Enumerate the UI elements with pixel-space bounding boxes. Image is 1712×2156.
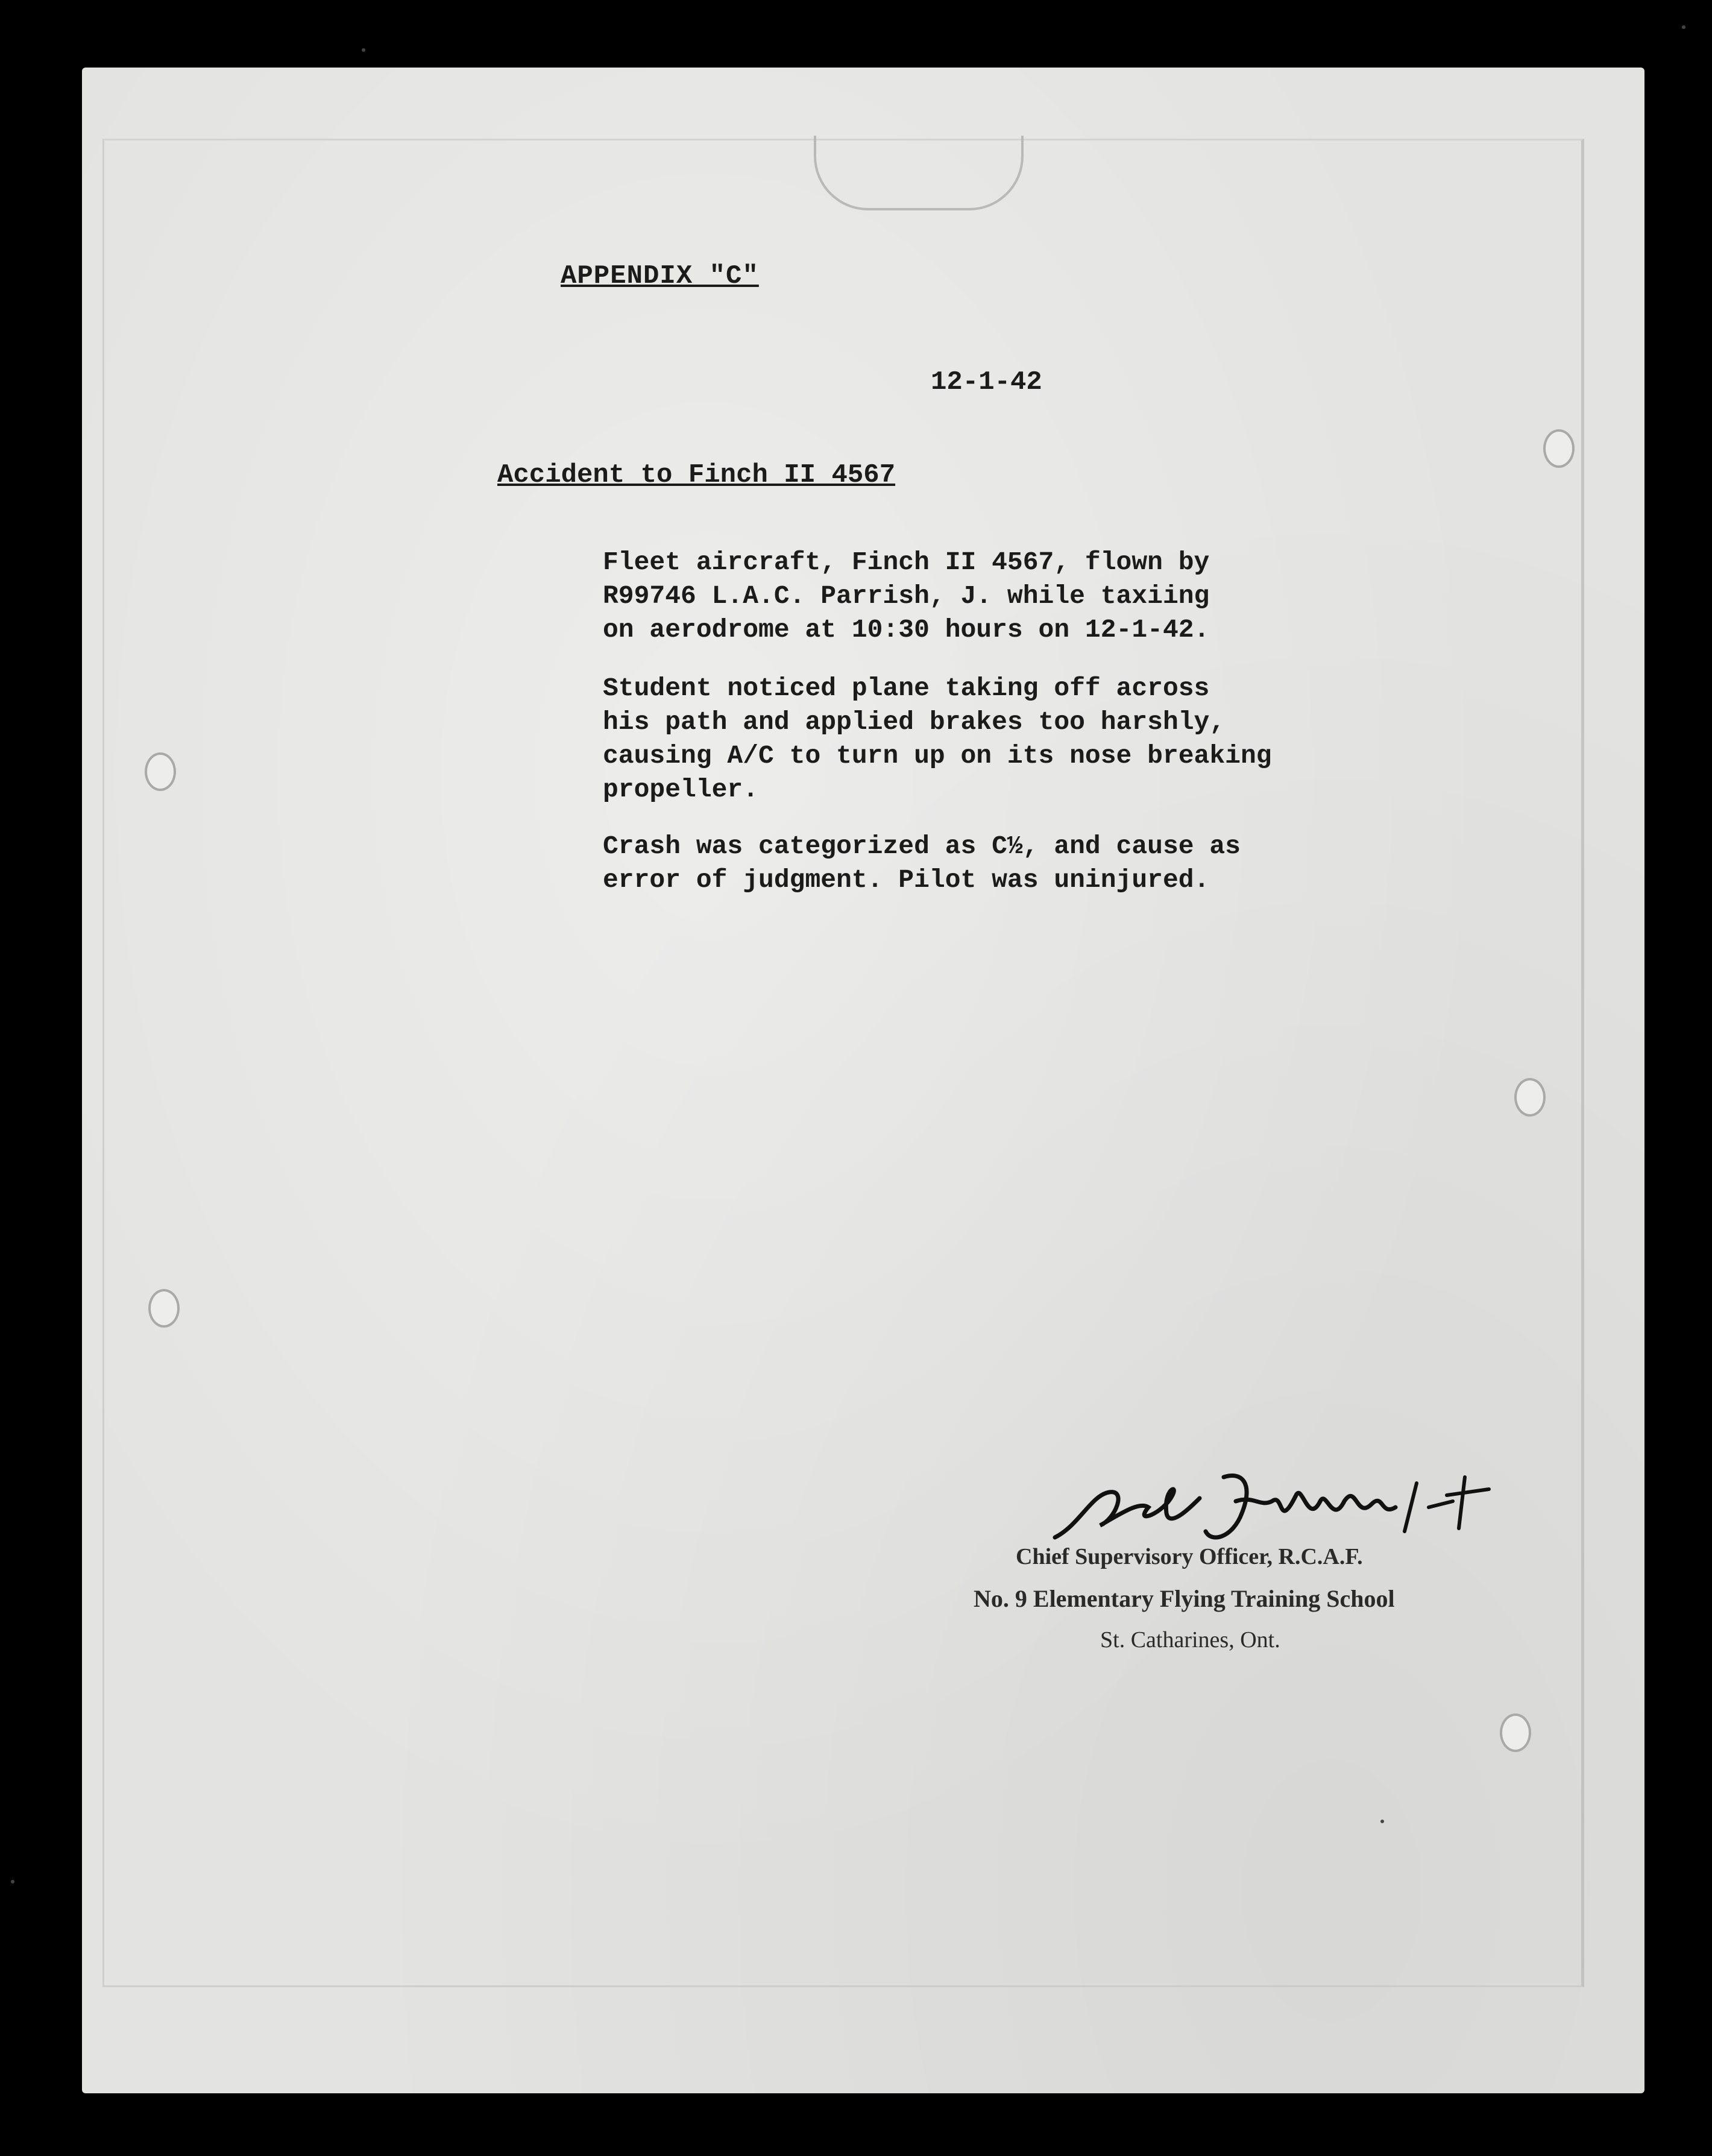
punch-hole — [148, 1289, 180, 1328]
paragraph-line: his path and applied brakes too harshly, — [603, 707, 1226, 737]
subject-line: Accident to Finch II 4567 — [497, 460, 896, 490]
stamp-location: St. Catharines, Ont. — [1100, 1627, 1280, 1653]
document-date: 12-1-42 — [931, 367, 1042, 397]
folder-tab-notch — [814, 136, 1024, 210]
paragraph-line: Fleet aircraft, Finch II 4567, flown by — [603, 547, 1210, 577]
paragraph-line: Crash was categorized as C½, and cause as — [603, 831, 1241, 861]
stamp-officer-title: Chief Supervisory Officer, R.C.A.F. — [1016, 1544, 1363, 1569]
punch-hole — [1500, 1713, 1531, 1752]
dust-speck — [1682, 25, 1685, 29]
paragraph-line: error of judgment. Pilot was uninjured. — [603, 865, 1210, 895]
paragraph-description — [603, 672, 1272, 807]
dust-speck — [1380, 1820, 1384, 1823]
appendix-heading: APPENDIX "C" — [561, 261, 759, 291]
paragraph-incident — [603, 546, 1209, 647]
paragraph-line: R99746 L.A.C. Parrish, J. while taxiing — [603, 581, 1210, 611]
handwritten-signature — [1043, 1459, 1549, 1556]
paragraph-findings — [603, 830, 1241, 897]
punch-hole — [1543, 429, 1575, 468]
dust-speck — [11, 1880, 14, 1883]
folder-outline — [102, 139, 1584, 1987]
paragraph-line: Student noticed plane taking off across — [603, 673, 1210, 703]
punch-hole — [1514, 1078, 1546, 1117]
stamp-school-name: No. 9 Elementary Flying Training School — [974, 1585, 1395, 1612]
punch-hole — [145, 752, 176, 791]
paragraph-line: causing A/C to turn up on its nose breaking — [603, 741, 1272, 771]
paragraph-line: on aerodrome at 10:30 hours on 12-1-42. — [603, 615, 1210, 645]
dust-speck — [362, 48, 365, 52]
paragraph-line: propeller. — [603, 775, 759, 804]
